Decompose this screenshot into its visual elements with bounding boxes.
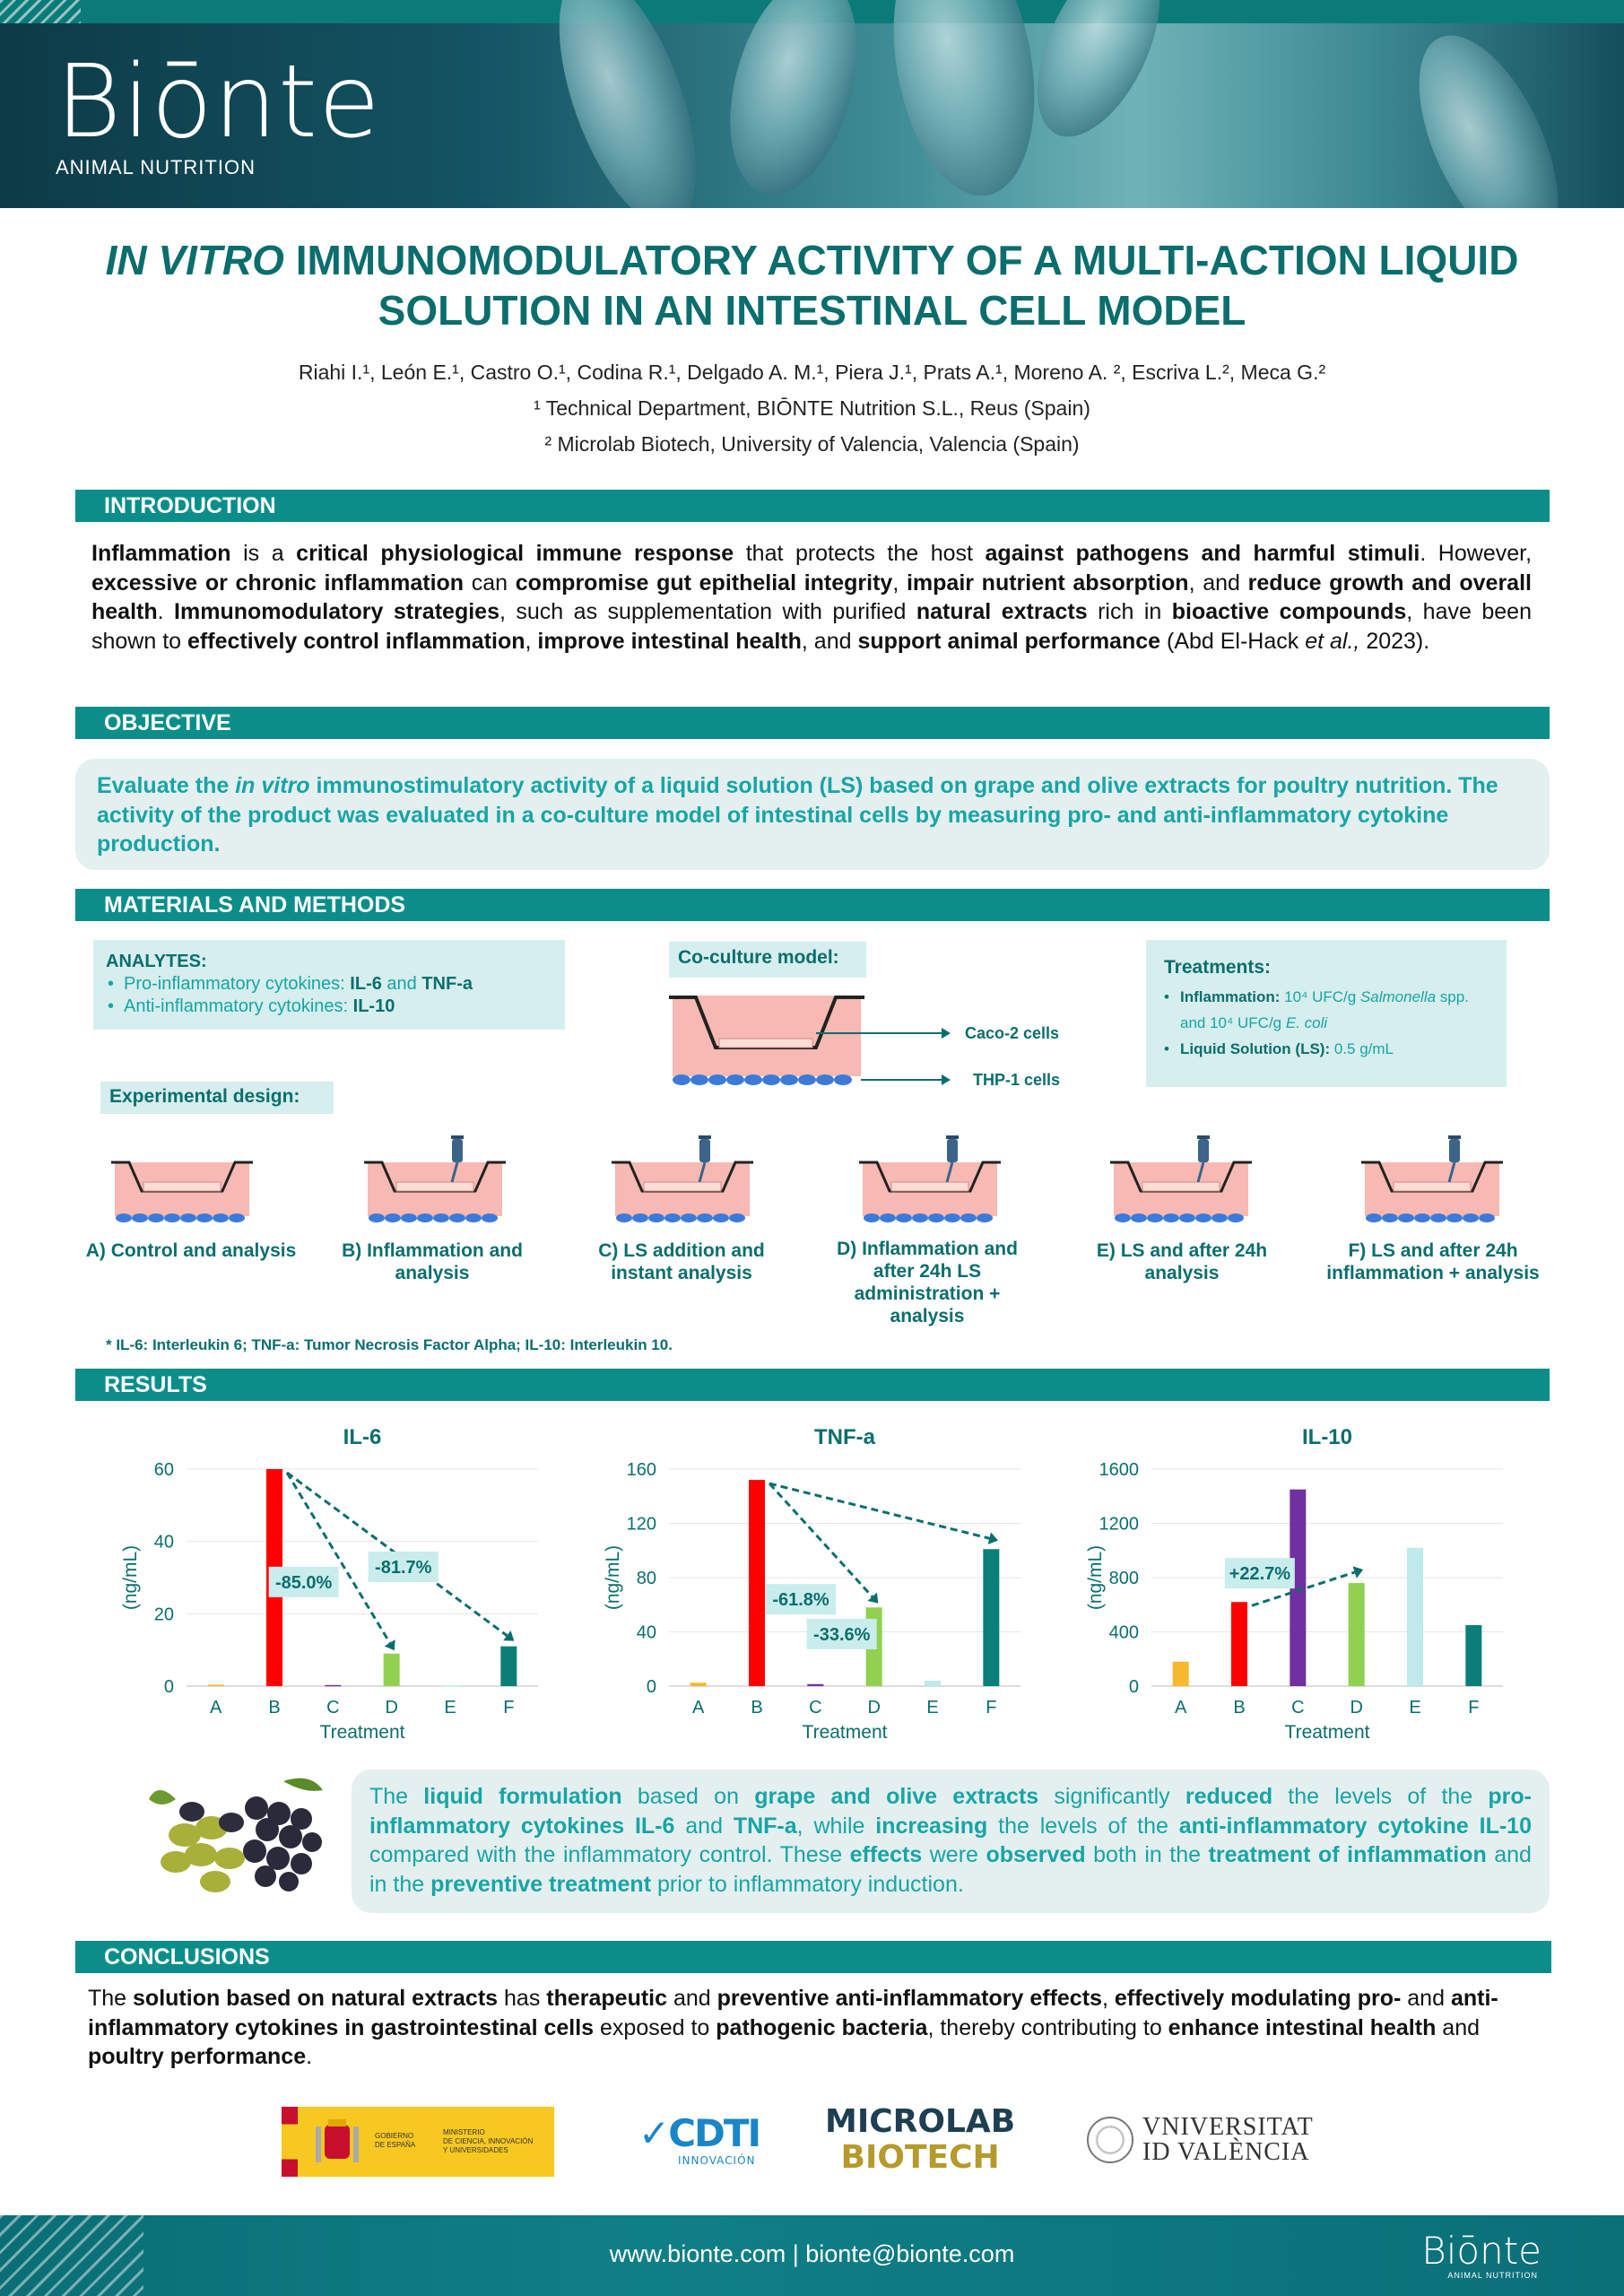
chart-tnfa xyxy=(599,1417,1047,1758)
analyte-anti: • Anti-inflammatory cytokines: IL-10 xyxy=(106,996,552,1018)
well-f xyxy=(1361,1162,1503,1222)
uv-seal-icon xyxy=(1087,2117,1133,2163)
well-caption-d: D) Inflammation and after 24h LS administration + analysis xyxy=(837,1239,1018,1326)
bar-b xyxy=(749,1480,765,1686)
x-tick-label: F xyxy=(503,1698,515,1718)
gobierno-espana-logo xyxy=(282,2107,554,2177)
change-arrow xyxy=(769,1483,989,1538)
well-d xyxy=(859,1162,1001,1222)
thp-label: THP-1 cells xyxy=(973,1071,1061,1089)
section-materials: MATERIALS AND METHODS xyxy=(75,889,1550,921)
x-tick-label: C xyxy=(326,1698,340,1718)
bar-c xyxy=(325,1685,341,1687)
x-axis-label: Treatment xyxy=(802,1722,888,1743)
well-caption-f: F) LS and after 24h inflammation + analysis xyxy=(1326,1240,1540,1283)
bar-f xyxy=(500,1647,517,1686)
experimental-design-title: Experimental design: xyxy=(100,1082,334,1114)
y-tick-label: 0 xyxy=(163,1677,174,1697)
y-tick-label: 120 xyxy=(626,1514,656,1535)
x-tick-label: B xyxy=(1233,1698,1246,1718)
microlab-logo: MICROLAB BIOTECH xyxy=(825,2103,1016,2176)
analytes-title: ANALYTES: xyxy=(106,952,207,971)
bar-a xyxy=(208,1684,224,1686)
bar-a xyxy=(690,1683,707,1686)
coat-of-arms-icon xyxy=(312,2118,362,2168)
well-a xyxy=(111,1162,253,1222)
well-b xyxy=(364,1162,506,1222)
treatment-inflammation: • Inflammation: 10⁴ UFC/g Salmonella spp. and 10⁴ UFC/g E. coli xyxy=(1164,984,1489,1036)
bar-e xyxy=(925,1681,941,1686)
footer-logo-sub: ANIMAL NUTRITION xyxy=(1447,2271,1538,2280)
x-tick-label: F xyxy=(1468,1698,1480,1718)
well-caption-e: E) LS and after 24h analysis xyxy=(1096,1240,1268,1283)
bar-b xyxy=(1231,1602,1247,1686)
affiliation-2: ² Microlab Biotech, University of Valencia, Valencia (Spain) xyxy=(544,432,1080,456)
bar-f xyxy=(983,1549,999,1686)
footer-contact[interactable]: www.bionte.com | bionte@bionte.com xyxy=(609,2240,1015,2267)
affiliation-1: ¹ Technical Department, BIŌNTE Nutrition S.L., Reus (Spain) xyxy=(534,396,1090,420)
treatments-title: Treatments: xyxy=(1164,957,1272,978)
experimental-wells xyxy=(81,1135,1551,1234)
objective-box: Evaluate the in vitro immunostimulatory activity of a liquid solution (LS) based on grape and olive extracts for poultry nutrition. The activity of the product was evaluated in a co-culture model of intestinal cells by measuring pro- and anti-inflammatory cytokine production. xyxy=(75,759,1550,870)
analyte-pro: • Pro-inflammatory cytokines: IL-6 and TNF-a xyxy=(106,973,552,996)
x-tick-label: E xyxy=(444,1698,456,1718)
arrow-head xyxy=(385,1639,395,1650)
y-tick-label: 160 xyxy=(626,1460,656,1480)
y-tick-label: 800 xyxy=(1108,1569,1139,1588)
bar-c xyxy=(807,1684,823,1686)
well-caption-b: B) Inflammation and analysis xyxy=(342,1240,523,1283)
x-tick-label: D xyxy=(1350,1698,1363,1718)
well-e xyxy=(1110,1162,1252,1222)
x-tick-label: B xyxy=(751,1698,763,1718)
y-tick-label: 1200 xyxy=(1099,1514,1139,1535)
x-tick-label: A xyxy=(209,1698,222,1718)
arrow-head xyxy=(988,1532,998,1544)
header-hatch xyxy=(0,0,81,23)
cdti-logo: ✓CDTI INNOVACIÓN xyxy=(638,2111,760,2167)
coculture-title: Co-culture model: xyxy=(669,942,866,978)
footer-logo: Biōnte xyxy=(1421,2229,1541,2273)
caco-cells xyxy=(719,1039,812,1048)
section-introduction: INTRODUCTION xyxy=(75,490,1550,522)
y-tick-label: 0 xyxy=(646,1677,656,1697)
abbreviations-footnote: * IL-6: Interleukin 6; TNF-a: Tumor Necrosis Factor Alpha; IL-10: Interleukin 10. xyxy=(106,1336,673,1353)
x-tick-label: F xyxy=(986,1698,997,1718)
chart-title: TNF-a xyxy=(814,1425,875,1449)
y-tick-label: 0 xyxy=(1128,1677,1139,1697)
arrow-head xyxy=(503,1631,514,1641)
logo-subtitle: ANIMAL NUTRITION xyxy=(56,156,256,178)
caco-label: Caco-2 cells xyxy=(965,1024,1060,1042)
x-axis-label: Treatment xyxy=(1284,1722,1370,1743)
title-italic: IN VITRO xyxy=(105,237,284,283)
bacteria-illustration xyxy=(531,0,724,208)
y-tick-label: 400 xyxy=(1108,1622,1139,1643)
title-line1: IMMUNOMODULATORY ACTIVITY OF A MULTI-ACTION LIQUID xyxy=(283,237,1519,283)
x-tick-label: D xyxy=(867,1698,881,1718)
coculture-diagram xyxy=(664,987,1076,1094)
y-tick-label: 1600 xyxy=(1099,1460,1139,1480)
treatments-box xyxy=(1146,940,1507,1087)
poster-title xyxy=(54,235,1570,335)
change-label: -85.0% xyxy=(274,1572,333,1593)
y-tick-label: 40 xyxy=(153,1532,174,1552)
section-objective: OBJECTIVE xyxy=(75,707,1550,739)
gobierno-text: GOBIERNO DE ESPAÑA xyxy=(375,2132,416,2149)
section-results: RESULTS xyxy=(75,1369,1550,1401)
chart-il6 xyxy=(117,1417,565,1758)
x-tick-label: E xyxy=(926,1698,939,1718)
bar-d xyxy=(1349,1583,1365,1686)
change-label: +22.7% xyxy=(1229,1564,1291,1585)
change-label: -81.7% xyxy=(375,1557,432,1578)
logo-word: Biōnte xyxy=(56,44,381,161)
conclusions-text: The solution based on natural extracts has therapeutic and preventive anti-inflammatory effects, effectively modulating pro- and anti-inflammatory cytokines in gastrointestinal cells exposed to pathogenic bacteria, thereby contributing to enhance intestinal health and poultry performance. xyxy=(88,1986,1498,2069)
analytes-box xyxy=(93,940,565,1030)
y-tick-label: 40 xyxy=(636,1622,656,1643)
x-tick-label: C xyxy=(809,1698,822,1718)
well-c xyxy=(612,1162,753,1222)
bar-a xyxy=(1173,1662,1189,1686)
x-tick-label: C xyxy=(1291,1698,1305,1718)
x-tick-label: B xyxy=(268,1698,281,1718)
bar-f xyxy=(1465,1625,1481,1686)
x-tick-label: A xyxy=(1174,1698,1187,1718)
y-tick-label: 80 xyxy=(636,1569,656,1588)
results-summary: The liquid formulation based on grape and olive extracts significantly reduced the levels of the pro-inflammatory cytokines IL-6 and TNF-a, while increasing the levels of the anti-inflammatory cytokine IL-10 compared with the inflammatory control. These effects were observed both in the treatment of inflammation and in the preventive treatment prior to inflammatory induction. xyxy=(352,1770,1550,1913)
change-label: -61.8% xyxy=(772,1590,829,1611)
section-conclusions: CONCLUSIONS xyxy=(75,1941,1551,1973)
x-tick-label: A xyxy=(691,1698,705,1718)
arrow-head xyxy=(867,1593,878,1604)
bar-d xyxy=(384,1654,400,1686)
authors: Riahi I.¹, León E.¹, Castro O.¹, Codina R.¹, Delgado A. M.¹, Piera J.¹, Prats A.¹, Moreno A. ², Escriva L.², Meca G.² xyxy=(298,361,1326,384)
ministerio-text: MINISTERIO DE CIENCIA, INNOVACIÓN Y UNIVERSIDADES xyxy=(443,2128,534,2154)
y-tick-label: 60 xyxy=(153,1460,174,1480)
change-label: -33.6% xyxy=(813,1624,871,1645)
grapes-olives-illustration xyxy=(149,1772,328,1898)
bacteria-illustration xyxy=(708,0,879,208)
bionte-logo xyxy=(56,44,381,179)
header-banner xyxy=(0,0,1624,208)
chart-title: IL-10 xyxy=(1301,1425,1353,1449)
bar-e xyxy=(442,1685,458,1687)
bacteria-illustration xyxy=(1391,15,1587,208)
title-line2: SOLUTION IN AN INTESTINAL CELL MODEL xyxy=(378,287,1246,334)
chart-title: IL-6 xyxy=(343,1425,382,1449)
x-axis-label: Treatment xyxy=(319,1722,405,1743)
well-caption-c: C) LS addition and instant analysis xyxy=(598,1240,765,1283)
y-axis-label: (ng/mL) xyxy=(603,1544,623,1611)
y-axis-label: (ng/mL) xyxy=(1085,1544,1106,1611)
change-arrow xyxy=(769,1483,873,1596)
footer xyxy=(0,2215,1624,2296)
x-tick-label: E xyxy=(1409,1698,1421,1718)
y-axis-label: (ng/mL) xyxy=(120,1544,141,1611)
bar-e xyxy=(1407,1548,1423,1686)
treatment-ls: • Liquid Solution (LS): 0.5 g/mL xyxy=(1164,1036,1489,1062)
introduction-text: Inflammation is a critical physiological immune response that protects the host against pathogens and harmful stimuli. However, excessive or chronic inflammation can compromise gut epithelial integrity, impair nutrient absorption, and reduce growth and overall health. Immunomodulatory strategies, such as supplementation with purified natural extracts rich in bioactive compounds, have been shown to effectively control inflammation, improve intestinal health, and support animal performance (Abd El-Hack et al., 2023). xyxy=(91,541,1533,654)
cdti-subtitle: INNOVACIÓN xyxy=(678,2154,756,2167)
x-tick-label: D xyxy=(385,1698,398,1718)
chart-il10 xyxy=(1081,1417,1530,1758)
y-tick-label: 20 xyxy=(153,1605,174,1625)
well-caption-a: A) Control and analysis xyxy=(85,1240,297,1261)
bacteria-illustration xyxy=(874,0,1054,207)
